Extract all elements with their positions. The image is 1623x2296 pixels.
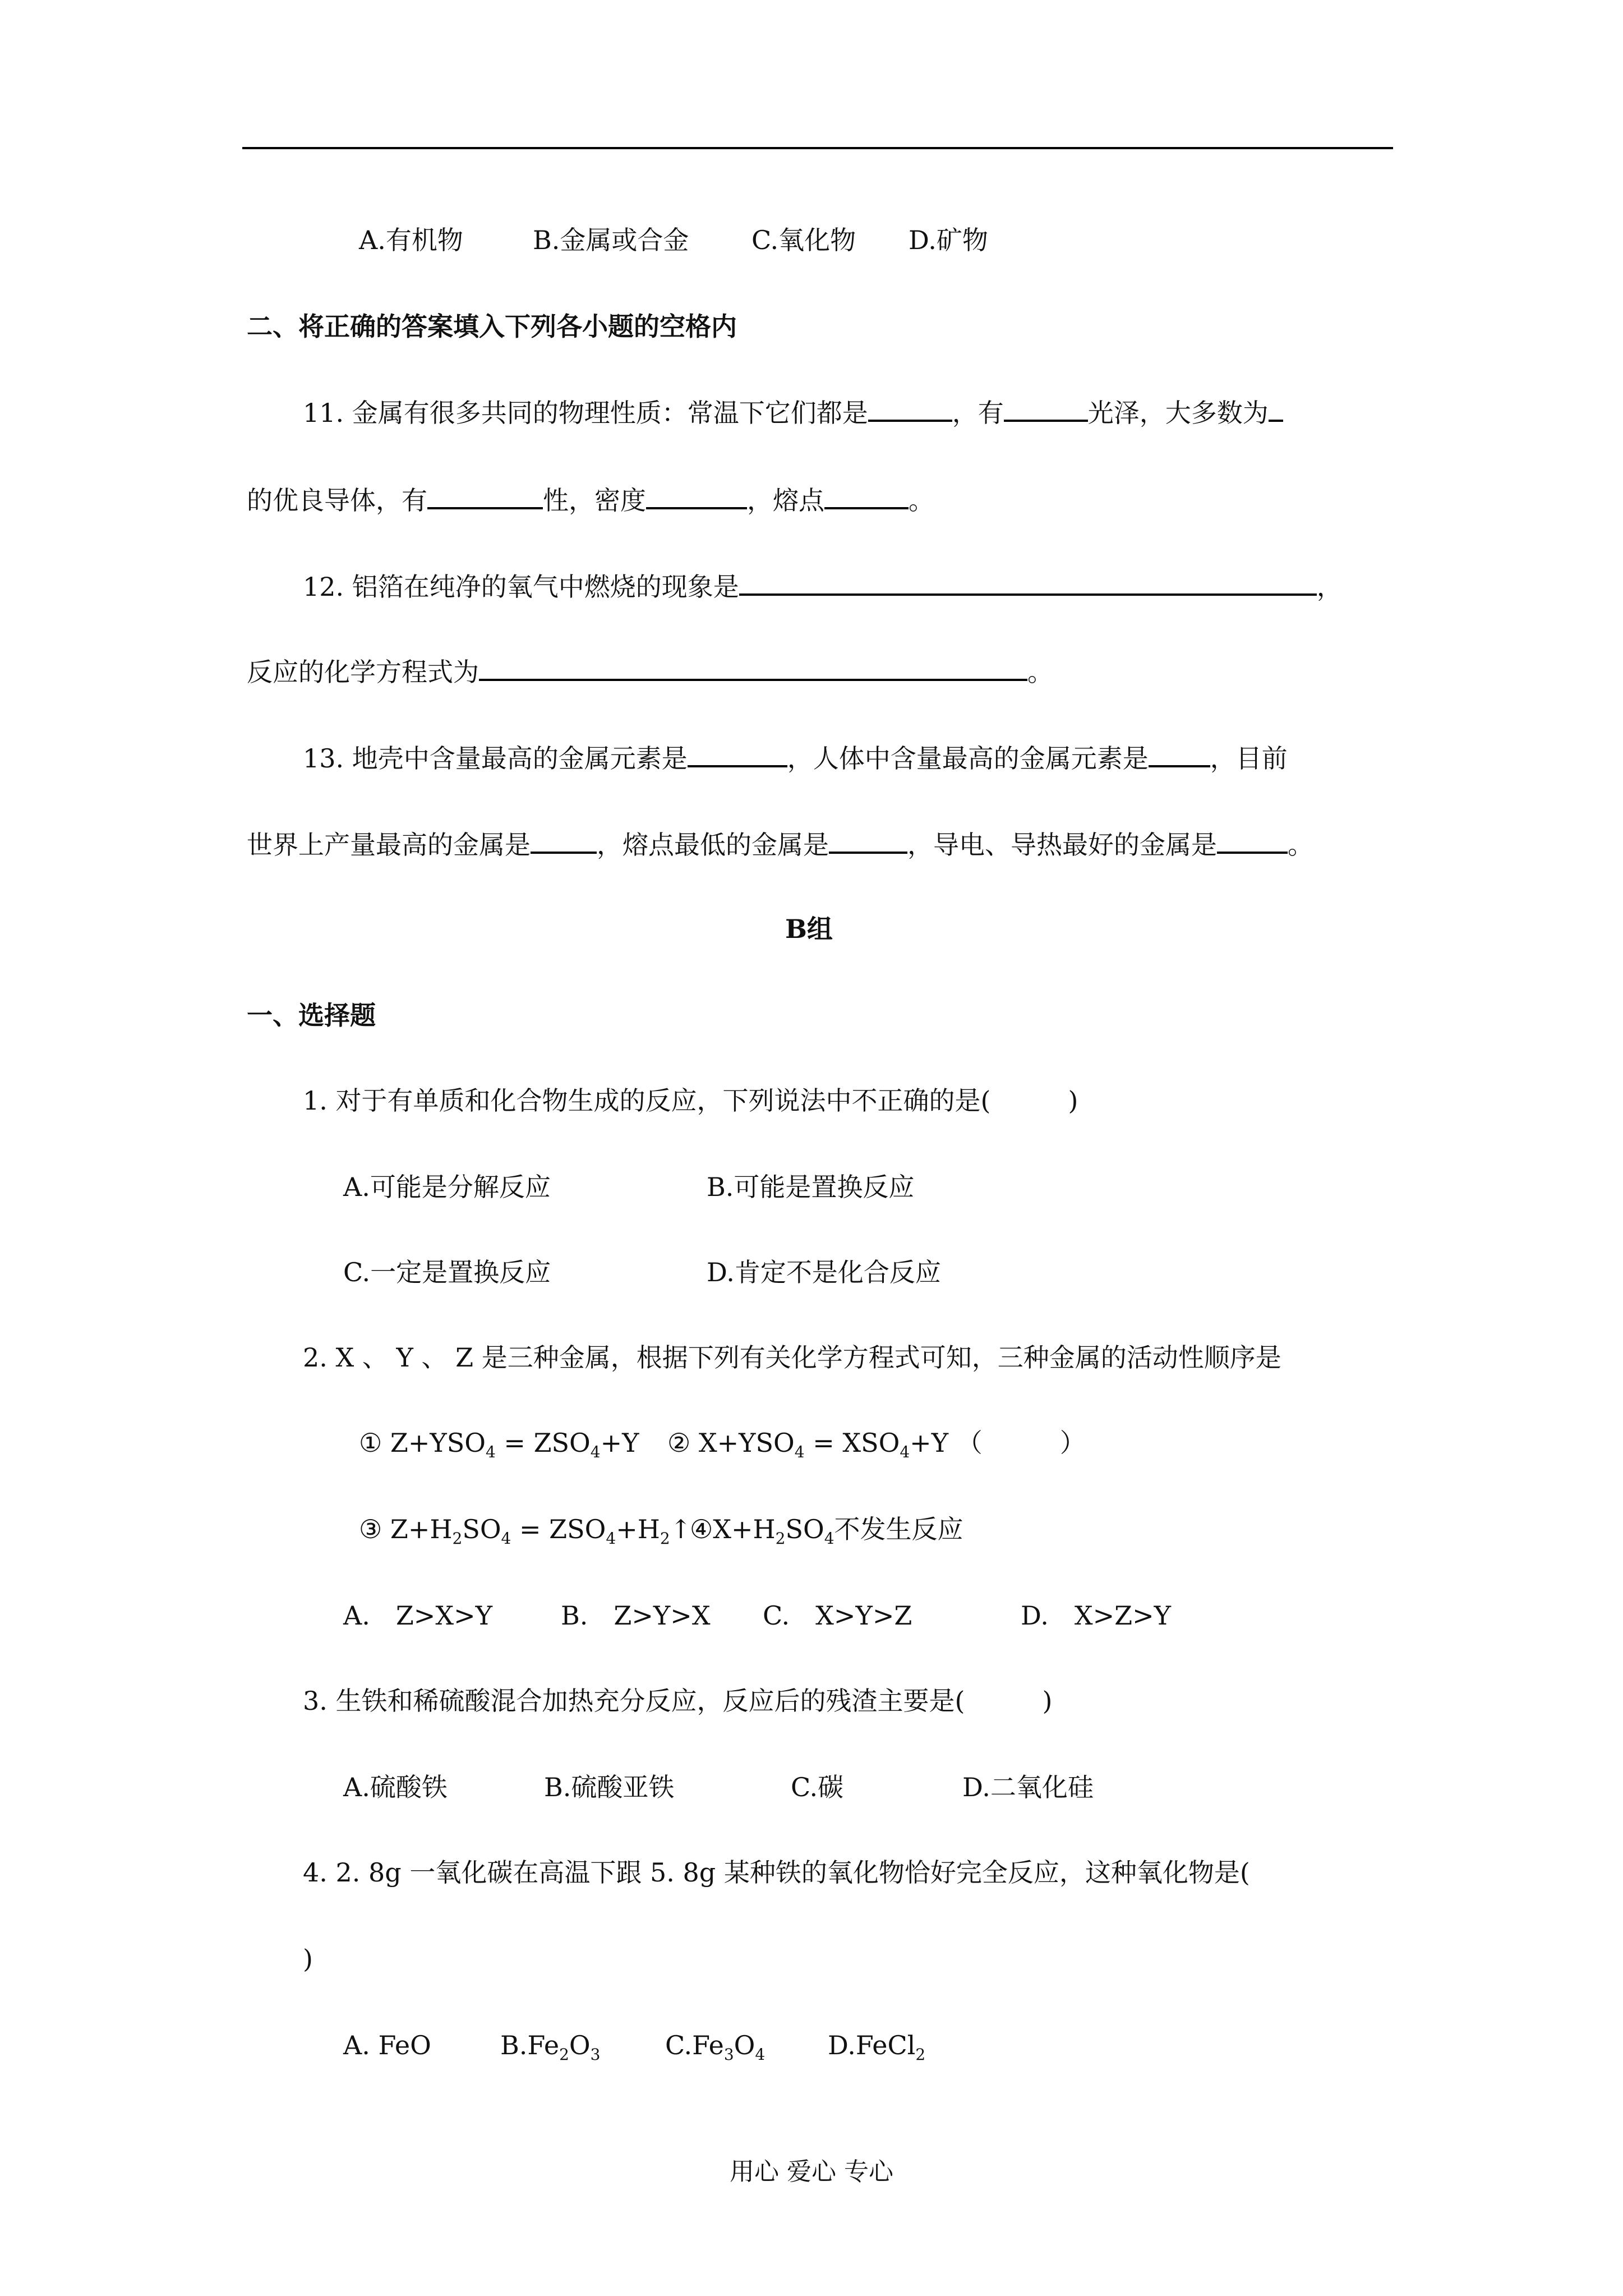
answer-blank[interactable] — [824, 481, 909, 509]
equation-text: = ZSO — [511, 1514, 606, 1544]
b-q2-stem: 2. X 、 Y 、 Z 是三种金属，根据下列有关化学方程式可知，三种金属的活动性顺序是 — [303, 1342, 1281, 1373]
subscript: 2 — [915, 2045, 926, 2064]
q11-text: 。 — [909, 485, 934, 516]
equation-text: +H — [616, 1514, 660, 1544]
q12-text: 反应的化学方程式为 — [247, 657, 479, 687]
up-arrow-icon: ↑ — [670, 1514, 692, 1544]
option-text: C.Fe — [665, 2030, 724, 2060]
answer-blank[interactable] — [1004, 394, 1088, 422]
answer-blank[interactable] — [868, 394, 952, 422]
option-text: O — [734, 2030, 755, 2060]
answer-blank[interactable] — [829, 826, 907, 854]
b-q1-option-d: D.肯定不是化合反应 — [707, 1257, 941, 1287]
answer-blank[interactable] — [479, 653, 1027, 681]
equation-text: ① Z+YSO — [359, 1428, 486, 1458]
equation-text: +Y — [600, 1428, 639, 1458]
q11-text: ，熔点 — [747, 485, 824, 516]
q11-line2 — [247, 481, 934, 518]
q13-text: 。 — [1288, 830, 1313, 860]
b-q2-equation-3 — [359, 1511, 691, 1547]
answer-blank[interactable] — [646, 481, 747, 509]
b-q2-equation-2 — [667, 1425, 1086, 1461]
answer-blank[interactable] — [1149, 739, 1210, 767]
equation-text: SO — [785, 1514, 824, 1544]
equation-text: ③ Z+H — [359, 1514, 453, 1544]
q12-text: 。 — [1027, 657, 1053, 687]
subscript: 4 — [485, 1443, 496, 1461]
b-q3-option-a: A.硫酸铁 — [343, 1772, 448, 1802]
b-q1-stem: 1. 对于有单质和化合物生成的反应，下列说法中不正确的是( ) — [303, 1085, 1078, 1116]
option-text: B.Fe — [500, 2030, 560, 2060]
q11-text: 11. 金属有很多共同的物理性质：常温下它们都是 — [303, 398, 868, 428]
answer-blank[interactable] — [427, 481, 543, 509]
section2-title: 二、将正确的答案填入下列各小题的空格内 — [247, 311, 737, 342]
subscript: 4 — [606, 1529, 616, 1548]
section1-title: 一、选择题 — [247, 1000, 376, 1030]
a-q10-option-c: C.氧化物 — [751, 225, 856, 255]
q11-text: 性，密度 — [543, 485, 646, 516]
b-q4-option-d — [828, 2027, 925, 2063]
b-q2-option-d: D. X>Z>Y — [1021, 1600, 1172, 1631]
q11-text: ，有 — [952, 398, 1004, 428]
q12-text: 12. 铝箔在纯净的氧气中燃烧的现象是 — [303, 572, 739, 602]
q11-text: 光泽，大多数为 — [1087, 398, 1269, 428]
equation-text: SO — [462, 1514, 501, 1544]
q11-text: 的优良导体，有 — [247, 485, 427, 516]
subscript: 4 — [900, 1443, 910, 1461]
q13-text: ，人体中含量最高的金属元素是 — [787, 743, 1149, 774]
equation-text: +Y （ ） — [910, 1428, 1086, 1458]
subscript: 4 — [501, 1529, 511, 1548]
subscript: 2 — [559, 2045, 569, 2064]
answer-blank[interactable] — [1269, 394, 1283, 422]
a-q10-option-a: A.有机物 — [359, 225, 463, 255]
b-q3-stem: 3. 生铁和稀硫酸混合加热充分反应，反应后的残渣主要是( ) — [303, 1686, 1053, 1716]
equation-text: ② X+YSO — [667, 1428, 795, 1458]
b-q4-stem-line1: 4. 2. 8g 一氧化碳在高温下跟 5. 8g 某种铁的氧化物恰好完全反应，这种氧化物是( — [303, 1857, 1250, 1888]
b-q4-option-c — [665, 2027, 765, 2063]
b-q2-equation-1 — [359, 1425, 639, 1461]
subscript: 4 — [590, 1443, 601, 1461]
b-q2-option-c: C. X>Y>Z — [763, 1600, 912, 1631]
subscript: 4 — [794, 1443, 805, 1461]
header-rule — [242, 147, 1393, 149]
b-q1-option-b: B.可能是置换反应 — [707, 1172, 915, 1202]
b-q3-option-c: C.碳 — [791, 1772, 844, 1802]
b-q2-option-b: B. Z>Y>X — [561, 1600, 711, 1631]
subscript: 4 — [755, 2045, 766, 2064]
b-q2-option-a: A. Z>X>Y — [343, 1600, 493, 1631]
b-q4-option-b — [500, 2027, 600, 2063]
q11-line1 — [303, 394, 1283, 431]
a-q10-option-d: D.矿物 — [909, 225, 988, 255]
group-b-title: B组 — [785, 914, 833, 944]
subscript: 2 — [660, 1529, 670, 1548]
q13-line2 — [247, 826, 1313, 863]
a-q10-option-b: B.金属或合金 — [533, 225, 689, 255]
page-footer: 用心 爱心 专心 — [730, 2157, 893, 2186]
q12-line1 — [303, 568, 1343, 605]
b-q1-option-a: A.可能是分解反应 — [343, 1172, 551, 1202]
q13-text: ，熔点最低的金属是 — [597, 830, 829, 860]
b-q1-option-c: C.一定是置换反应 — [343, 1257, 551, 1287]
q12-line2 — [247, 653, 1053, 690]
q12-text: ， — [1316, 572, 1343, 602]
equation-text: = ZSO — [495, 1428, 591, 1458]
b-q4-stem-line2: ) — [303, 1944, 313, 1974]
option-text: O — [569, 2030, 591, 2060]
q13-text: 13. 地壳中含量最高的金属元素是 — [303, 743, 688, 774]
answer-blank[interactable] — [739, 568, 1317, 596]
answer-blank[interactable] — [688, 739, 787, 767]
b-q3-option-d: D.二氧化硅 — [962, 1772, 1094, 1802]
equation-text: ④X+H — [690, 1514, 776, 1544]
equation-text: 不发生反应 — [834, 1514, 963, 1544]
subscript: 4 — [824, 1529, 834, 1548]
q13-text: ，导电、导热最好的金属是 — [907, 830, 1217, 860]
equation-text: = XSO — [804, 1428, 900, 1458]
q13-text: ，目前 — [1210, 743, 1288, 774]
subscript: 2 — [452, 1529, 463, 1548]
b-q4-option-a: A. FeO — [343, 2030, 431, 2060]
option-text: D.FeCl — [828, 2030, 916, 2060]
answer-blank[interactable] — [1217, 826, 1288, 854]
q13-text: 世界上产量最高的金属是 — [247, 830, 531, 860]
subscript: 3 — [723, 2045, 734, 2064]
subscript: 3 — [590, 2045, 601, 2064]
b-q2-equation-4 — [690, 1511, 963, 1547]
subscript: 2 — [775, 1529, 786, 1548]
answer-blank[interactable] — [531, 826, 597, 854]
q13-line1 — [303, 739, 1288, 776]
b-q3-option-b: B.硫酸亚铁 — [544, 1772, 675, 1802]
